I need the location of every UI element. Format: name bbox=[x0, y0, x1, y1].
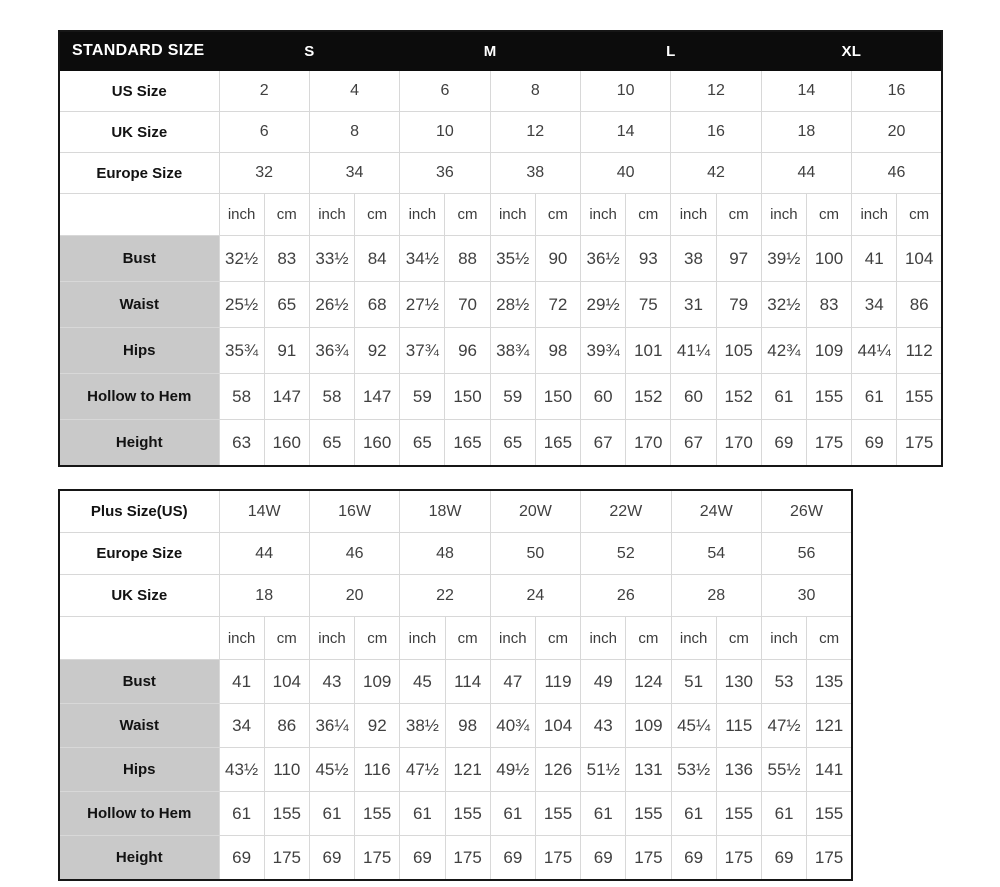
measurement-value: 100 bbox=[806, 236, 851, 282]
measurement-value: 124 bbox=[626, 660, 671, 704]
measurement-value: 34 bbox=[219, 704, 264, 748]
size-value: 50 bbox=[490, 533, 580, 575]
measurement-value: 37¾ bbox=[400, 328, 445, 374]
measurement-value: 83 bbox=[264, 236, 309, 282]
unit-label: inch bbox=[490, 617, 535, 660]
size-value: 24 bbox=[490, 575, 580, 617]
measurement-value: 36½ bbox=[581, 236, 626, 282]
row-label: UK Size bbox=[59, 112, 219, 153]
unit-label: cm bbox=[897, 194, 942, 236]
measurement-value: 170 bbox=[626, 420, 671, 467]
measurement-label: Height bbox=[59, 836, 219, 881]
measurement-value: 152 bbox=[716, 374, 761, 420]
measurement-value: 69 bbox=[490, 836, 535, 881]
unit-label: cm bbox=[264, 194, 309, 236]
size-value: 34 bbox=[309, 153, 399, 194]
measurement-value: 42¾ bbox=[761, 328, 806, 374]
size-value: 46 bbox=[309, 533, 399, 575]
measurement-value: 65 bbox=[490, 420, 535, 467]
measurement-value: 150 bbox=[535, 374, 580, 420]
unit-label: cm bbox=[626, 617, 671, 660]
measurement-value: 155 bbox=[264, 792, 309, 836]
measurement-value: 84 bbox=[355, 236, 400, 282]
measurement-value: 130 bbox=[716, 660, 761, 704]
measurement-value: 75 bbox=[626, 282, 671, 328]
size-row bbox=[59, 533, 852, 575]
size-value: 14W bbox=[219, 490, 309, 533]
measurement-value: 141 bbox=[807, 748, 852, 792]
measurement-value: 55½ bbox=[761, 748, 806, 792]
size-value: 26W bbox=[761, 490, 852, 533]
unit-corner-cell bbox=[59, 194, 219, 236]
measurement-value: 47 bbox=[490, 660, 535, 704]
unit-label: cm bbox=[445, 617, 490, 660]
size-value: 10 bbox=[400, 112, 490, 153]
size-value: 26 bbox=[581, 575, 671, 617]
measurement-value: 49½ bbox=[490, 748, 535, 792]
unit-label: inch bbox=[581, 194, 626, 236]
measurement-value: 109 bbox=[355, 660, 400, 704]
measurement-value: 35¾ bbox=[219, 328, 264, 374]
measurement-row bbox=[59, 836, 852, 881]
measurement-value: 121 bbox=[807, 704, 852, 748]
measurement-value: 93 bbox=[626, 236, 671, 282]
size-value: 20 bbox=[852, 112, 942, 153]
measurement-value: 175 bbox=[445, 836, 490, 881]
measurement-value: 61 bbox=[761, 792, 806, 836]
measurement-value: 51 bbox=[671, 660, 716, 704]
measurement-value: 65 bbox=[309, 420, 354, 467]
size-value: 18 bbox=[219, 575, 309, 617]
measurement-row bbox=[59, 420, 942, 467]
measurement-value: 116 bbox=[355, 748, 400, 792]
measurement-value: 105 bbox=[716, 328, 761, 374]
unit-label: inch bbox=[309, 194, 354, 236]
unit-label: cm bbox=[626, 194, 671, 236]
measurement-value: 175 bbox=[806, 420, 851, 467]
size-row bbox=[59, 490, 852, 533]
unit-label: cm bbox=[535, 194, 580, 236]
measurement-value: 39½ bbox=[761, 236, 806, 282]
unit-label: cm bbox=[264, 617, 309, 660]
unit-label: inch bbox=[400, 194, 445, 236]
measurement-value: 110 bbox=[264, 748, 309, 792]
measurement-value: 41 bbox=[852, 236, 897, 282]
measurement-row bbox=[59, 748, 852, 792]
size-value: 44 bbox=[761, 153, 851, 194]
measurement-value: 114 bbox=[445, 660, 490, 704]
measurement-value: 135 bbox=[807, 660, 852, 704]
measurement-value: 92 bbox=[355, 704, 400, 748]
size-value: 42 bbox=[671, 153, 761, 194]
size-value: 12 bbox=[490, 112, 580, 153]
measurement-value: 61 bbox=[309, 792, 354, 836]
unit-label: inch bbox=[490, 194, 535, 236]
unit-label: cm bbox=[355, 617, 400, 660]
row-label: Plus Size(US) bbox=[59, 490, 219, 533]
unit-header-row bbox=[59, 194, 942, 236]
row-label: US Size bbox=[59, 71, 219, 112]
size-value: 6 bbox=[219, 112, 309, 153]
size-group-label: M bbox=[400, 31, 581, 71]
measurement-value: 104 bbox=[897, 236, 942, 282]
measurement-value: 147 bbox=[264, 374, 309, 420]
measurement-value: 43½ bbox=[219, 748, 264, 792]
unit-label: inch bbox=[671, 617, 716, 660]
table-title: STANDARD SIZE bbox=[59, 31, 219, 71]
size-value: 56 bbox=[761, 533, 852, 575]
unit-label: inch bbox=[671, 194, 716, 236]
measurement-value: 65 bbox=[264, 282, 309, 328]
standard-size-table bbox=[58, 30, 1000, 467]
measurement-label: Hollow to Hem bbox=[59, 792, 219, 836]
size-value: 20 bbox=[309, 575, 399, 617]
measurement-value: 109 bbox=[626, 704, 671, 748]
measurement-value: 61 bbox=[852, 374, 897, 420]
measurement-value: 32½ bbox=[219, 236, 264, 282]
measurement-value: 39¾ bbox=[581, 328, 626, 374]
measurement-value: 70 bbox=[445, 282, 490, 328]
measurement-value: 69 bbox=[761, 420, 806, 467]
size-value: 24W bbox=[671, 490, 761, 533]
unit-label: cm bbox=[716, 617, 761, 660]
measurement-value: 49 bbox=[581, 660, 626, 704]
measurement-value: 58 bbox=[219, 374, 264, 420]
measurement-value: 41¼ bbox=[671, 328, 716, 374]
measurement-value: 61 bbox=[761, 374, 806, 420]
measurement-value: 43 bbox=[309, 660, 354, 704]
measurement-label: Hollow to Hem bbox=[59, 374, 219, 420]
measurement-value: 33½ bbox=[309, 236, 354, 282]
measurement-value: 41 bbox=[219, 660, 264, 704]
unit-label: inch bbox=[309, 617, 354, 660]
measurement-value: 38½ bbox=[400, 704, 445, 748]
size-group-header-row bbox=[59, 31, 942, 71]
measurement-value: 96 bbox=[445, 328, 490, 374]
measurement-value: 91 bbox=[264, 328, 309, 374]
measurement-value: 97 bbox=[716, 236, 761, 282]
measurement-value: 69 bbox=[671, 836, 716, 881]
measurement-value: 160 bbox=[355, 420, 400, 467]
measurement-value: 90 bbox=[535, 236, 580, 282]
size-value: 46 bbox=[852, 153, 942, 194]
measurement-value: 29½ bbox=[581, 282, 626, 328]
measurement-value: 86 bbox=[897, 282, 942, 328]
measurement-value: 31 bbox=[671, 282, 716, 328]
size-row bbox=[59, 71, 942, 112]
size-value: 14 bbox=[761, 71, 851, 112]
size-value: 30 bbox=[761, 575, 852, 617]
measurement-value: 58 bbox=[309, 374, 354, 420]
plus-size-table bbox=[58, 489, 1000, 881]
size-group-label: S bbox=[219, 31, 400, 71]
measurement-value: 152 bbox=[626, 374, 671, 420]
row-label: UK Size bbox=[59, 575, 219, 617]
measurement-row bbox=[59, 236, 942, 282]
measurement-row bbox=[59, 282, 942, 328]
size-value: 22 bbox=[400, 575, 490, 617]
unit-label: inch bbox=[400, 617, 445, 660]
unit-corner-cell bbox=[59, 617, 219, 660]
size-group-label: L bbox=[581, 31, 762, 71]
measurement-value: 47½ bbox=[761, 704, 806, 748]
measurement-value: 69 bbox=[761, 836, 806, 881]
measurement-value: 38 bbox=[671, 236, 716, 282]
measurement-value: 175 bbox=[716, 836, 761, 881]
measurement-value: 59 bbox=[400, 374, 445, 420]
measurement-value: 175 bbox=[355, 836, 400, 881]
measurement-value: 53½ bbox=[671, 748, 716, 792]
measurement-value: 175 bbox=[264, 836, 309, 881]
size-row bbox=[59, 112, 942, 153]
size-value: 44 bbox=[219, 533, 309, 575]
measurement-value: 165 bbox=[535, 420, 580, 467]
measurement-value: 25½ bbox=[219, 282, 264, 328]
measurement-label: Height bbox=[59, 420, 219, 467]
size-value: 14 bbox=[581, 112, 671, 153]
measurement-value: 155 bbox=[716, 792, 761, 836]
measurement-value: 69 bbox=[309, 836, 354, 881]
measurement-value: 121 bbox=[445, 748, 490, 792]
unit-header-row bbox=[59, 617, 852, 660]
measurement-value: 60 bbox=[671, 374, 716, 420]
standard-size-chart bbox=[58, 30, 943, 467]
size-value: 54 bbox=[671, 533, 761, 575]
size-value: 10 bbox=[581, 71, 671, 112]
unit-label: inch bbox=[581, 617, 626, 660]
measurement-label: Bust bbox=[59, 236, 219, 282]
measurement-value: 136 bbox=[716, 748, 761, 792]
measurement-row bbox=[59, 328, 942, 374]
measurement-label: Waist bbox=[59, 704, 219, 748]
measurement-row bbox=[59, 792, 852, 836]
measurement-value: 65 bbox=[400, 420, 445, 467]
measurement-value: 131 bbox=[626, 748, 671, 792]
measurement-label: Bust bbox=[59, 660, 219, 704]
measurement-value: 101 bbox=[626, 328, 671, 374]
measurement-row bbox=[59, 704, 852, 748]
size-value: 16 bbox=[852, 71, 942, 112]
measurement-value: 104 bbox=[535, 704, 580, 748]
measurement-value: 36¼ bbox=[309, 704, 354, 748]
measurement-label: Hips bbox=[59, 328, 219, 374]
unit-label: cm bbox=[716, 194, 761, 236]
measurement-value: 32½ bbox=[761, 282, 806, 328]
size-value: 32 bbox=[219, 153, 309, 194]
unit-label: inch bbox=[219, 194, 264, 236]
measurement-value: 69 bbox=[400, 836, 445, 881]
measurement-value: 67 bbox=[671, 420, 716, 467]
measurement-value: 155 bbox=[626, 792, 671, 836]
measurement-value: 115 bbox=[716, 704, 761, 748]
measurement-value: 150 bbox=[445, 374, 490, 420]
measurement-value: 53 bbox=[761, 660, 806, 704]
measurement-row bbox=[59, 660, 852, 704]
measurement-value: 155 bbox=[807, 792, 852, 836]
measurement-value: 160 bbox=[264, 420, 309, 467]
row-label: Europe Size bbox=[59, 533, 219, 575]
measurement-value: 98 bbox=[535, 328, 580, 374]
measurement-value: 69 bbox=[581, 836, 626, 881]
unit-label: inch bbox=[219, 617, 264, 660]
measurement-value: 27½ bbox=[400, 282, 445, 328]
measurement-value: 63 bbox=[219, 420, 264, 467]
measurement-value: 165 bbox=[445, 420, 490, 467]
measurement-value: 175 bbox=[897, 420, 942, 467]
size-value: 16 bbox=[671, 112, 761, 153]
measurement-value: 92 bbox=[355, 328, 400, 374]
measurement-value: 119 bbox=[535, 660, 580, 704]
measurement-value: 43 bbox=[581, 704, 626, 748]
unit-label: inch bbox=[761, 617, 806, 660]
measurement-value: 98 bbox=[445, 704, 490, 748]
measurement-value: 104 bbox=[264, 660, 309, 704]
measurement-value: 34 bbox=[852, 282, 897, 328]
unit-label: cm bbox=[806, 194, 851, 236]
unit-label: cm bbox=[807, 617, 852, 660]
row-label: Europe Size bbox=[59, 153, 219, 194]
size-value: 52 bbox=[581, 533, 671, 575]
size-row bbox=[59, 575, 852, 617]
measurement-row bbox=[59, 374, 942, 420]
size-value: 4 bbox=[309, 71, 399, 112]
measurement-value: 51½ bbox=[581, 748, 626, 792]
size-value: 8 bbox=[309, 112, 399, 153]
measurement-value: 34½ bbox=[400, 236, 445, 282]
measurement-value: 68 bbox=[355, 282, 400, 328]
measurement-value: 26½ bbox=[309, 282, 354, 328]
measurement-value: 175 bbox=[807, 836, 852, 881]
measurement-value: 155 bbox=[445, 792, 490, 836]
unit-label: inch bbox=[852, 194, 897, 236]
measurement-value: 59 bbox=[490, 374, 535, 420]
measurement-value: 175 bbox=[626, 836, 671, 881]
size-value: 20W bbox=[490, 490, 580, 533]
measurement-value: 47½ bbox=[400, 748, 445, 792]
measurement-label: Waist bbox=[59, 282, 219, 328]
measurement-value: 36¾ bbox=[309, 328, 354, 374]
measurement-value: 86 bbox=[264, 704, 309, 748]
size-row bbox=[59, 153, 942, 194]
measurement-value: 155 bbox=[355, 792, 400, 836]
measurement-value: 126 bbox=[535, 748, 580, 792]
measurement-value: 61 bbox=[581, 792, 626, 836]
measurement-value: 175 bbox=[535, 836, 580, 881]
measurement-value: 155 bbox=[806, 374, 851, 420]
measurement-value: 45¼ bbox=[671, 704, 716, 748]
measurement-value: 61 bbox=[219, 792, 264, 836]
measurement-value: 69 bbox=[219, 836, 264, 881]
size-value: 48 bbox=[400, 533, 490, 575]
measurement-value: 40¾ bbox=[490, 704, 535, 748]
measurement-value: 60 bbox=[581, 374, 626, 420]
measurement-value: 112 bbox=[897, 328, 942, 374]
size-value: 36 bbox=[400, 153, 490, 194]
measurement-value: 61 bbox=[490, 792, 535, 836]
size-group-label: XL bbox=[761, 31, 942, 71]
measurement-value: 109 bbox=[806, 328, 851, 374]
unit-label: cm bbox=[535, 617, 580, 660]
size-value: 28 bbox=[671, 575, 761, 617]
size-value: 40 bbox=[581, 153, 671, 194]
measurement-value: 79 bbox=[716, 282, 761, 328]
measurement-value: 69 bbox=[852, 420, 897, 467]
size-value: 38 bbox=[490, 153, 580, 194]
measurement-value: 83 bbox=[806, 282, 851, 328]
size-value: 2 bbox=[219, 71, 309, 112]
size-value: 18W bbox=[400, 490, 490, 533]
measurement-value: 88 bbox=[445, 236, 490, 282]
unit-label: cm bbox=[355, 194, 400, 236]
measurement-value: 67 bbox=[581, 420, 626, 467]
measurement-value: 155 bbox=[535, 792, 580, 836]
measurement-value: 28½ bbox=[490, 282, 535, 328]
measurement-value: 38¾ bbox=[490, 328, 535, 374]
measurement-value: 155 bbox=[897, 374, 942, 420]
plus-size-chart bbox=[58, 489, 853, 881]
measurement-value: 45 bbox=[400, 660, 445, 704]
size-value: 18 bbox=[761, 112, 851, 153]
measurement-label: Hips bbox=[59, 748, 219, 792]
size-value: 8 bbox=[490, 71, 580, 112]
size-value: 16W bbox=[309, 490, 399, 533]
measurement-value: 45½ bbox=[309, 748, 354, 792]
measurement-value: 61 bbox=[671, 792, 716, 836]
measurement-value: 170 bbox=[716, 420, 761, 467]
unit-label: cm bbox=[445, 194, 490, 236]
size-value: 22W bbox=[581, 490, 671, 533]
measurement-value: 61 bbox=[400, 792, 445, 836]
measurement-value: 44¼ bbox=[852, 328, 897, 374]
unit-label: inch bbox=[761, 194, 806, 236]
measurement-value: 72 bbox=[535, 282, 580, 328]
measurement-value: 147 bbox=[355, 374, 400, 420]
size-value: 6 bbox=[400, 71, 490, 112]
size-value: 12 bbox=[671, 71, 761, 112]
measurement-value: 35½ bbox=[490, 236, 535, 282]
